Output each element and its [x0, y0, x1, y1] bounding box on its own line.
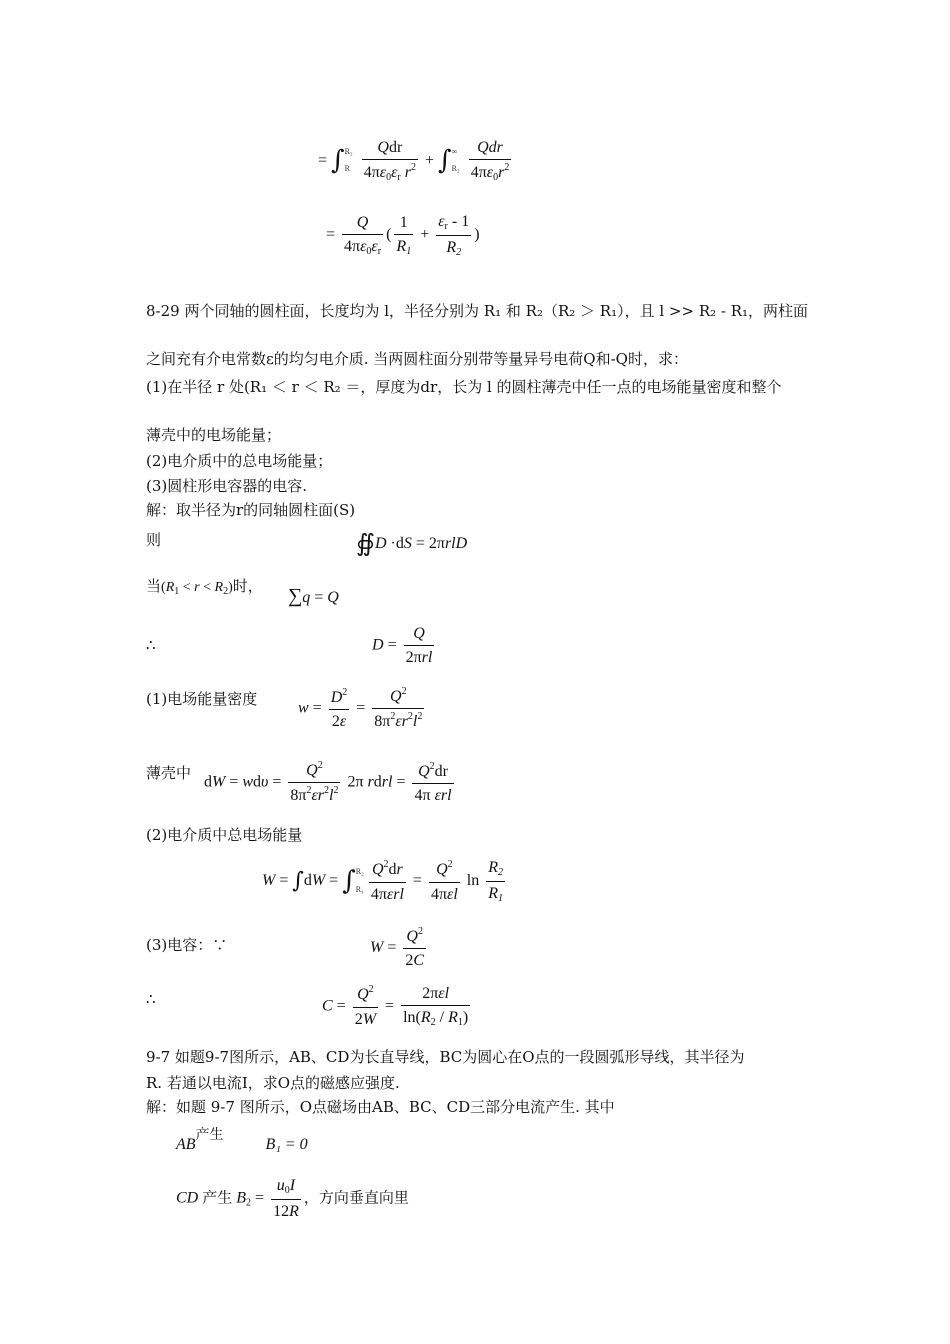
cd-label: CD	[176, 1189, 199, 1207]
equation-result: = $\frac{Q}{4\pi\varepsilon_0\varepsilon_r}$ ( $\frac{1}{R_1}$ + $\frac{\varepsilon_r - 1}{R_2}$ )	[326, 213, 480, 258]
ab-label: AB	[176, 1136, 196, 1153]
when-suffix: 时，	[232, 577, 263, 595]
energy-density-label: (1)电场能量密度	[146, 690, 258, 708]
problem-97-line1: 9-7 如题9-7图所示，AB、CD为长直导线，BC为圆心在O点的一段圆弧形导线，其半径为	[146, 1048, 745, 1066]
equation-w: w = $\frac{D^2}{2\varepsilon}$ = $\frac{Q^2}{8\pi^2\varepsilon r^2l^2}$	[298, 686, 423, 731]
cd-line: CD 产生 $B_2$ = $\frac{u_0I}{12R}$ ，方向垂直向里	[176, 1177, 409, 1220]
question-1: (1)在半径 r 处(R₁ ＜ r ＜ R₂ ＝，厚度为dr，长为 l 的圆柱薄壳中任一点的电场能量密度和整个	[146, 378, 782, 396]
equation-dW: dW = wdυ = $\frac{Q^2}{8\pi^2\varepsilon r^2l^2}$ 2π rdrl = $\frac{Q^2dr}{\text{4π εrl}}$	[204, 760, 452, 805]
solution-97: 解：如题 9-7 图所示，O点磁场由AB、BC、CD三部分电流产生. 其中	[146, 1098, 615, 1116]
question-1b: 薄壳中的电场能量；	[146, 426, 282, 444]
then-label: 则	[146, 531, 162, 549]
problem-97-line2: R. 若通以电流I，求O点的磁感应强度.	[146, 1074, 400, 1092]
equation-integral-sum: = ∫R₂ R $\frac{\text{Qdr}}{4\pi\varepsilon_0\varepsilon_r r^2}$ + ∫∞ R₂ $\frac{\text{Qdr}}{4\pi\varepsilon_0r^2}$	[318, 139, 510, 184]
when-text: 当	[146, 577, 162, 595]
total-energy-label: (2)电介质中总电场能量	[146, 826, 303, 844]
equation-charge-sum: ∑q = Q	[288, 585, 339, 607]
therefore-1: ∴	[146, 636, 156, 654]
equation-D: D = $\frac{Q}{\text{2πrl}}$	[372, 625, 433, 667]
b1-equation: B₁ = 0	[265, 1136, 308, 1153]
question-2: (2)电介质中的总电场能量；	[146, 452, 333, 470]
shell-label: 薄壳中	[146, 764, 192, 782]
question-3: (3)圆柱形电容器的电容.	[146, 477, 308, 495]
equation-W: W = ∫dW = ∫R₂ R₁ $\frac{Q^2dr}{\text{4πεrl}}$ = $\frac{Q^2}{\text{4πεl}}$ ln $\frac{R_2}{R_1}$	[262, 859, 504, 904]
when-label: 当$(R_1 < r < R_2)$时，	[146, 577, 263, 597]
ab-generates: 产生	[195, 1128, 224, 1143]
ab-line	[176, 1128, 308, 1154]
cd-direction: ，方向垂直向里	[303, 1190, 409, 1207]
equation-C: C = $\frac{Q^2}{2W}$ = $\frac{\text{2πεl}}{\ln(R_2 / R_1)}$	[322, 984, 469, 1029]
equation-W-C: W = $\frac{Q^2}{2C}$	[370, 926, 425, 970]
problem-829-line1: 8-29 两个同轴的圆柱面，长度均为 l，半径分别为 R₁ 和 R₂（R₂ ＞ R₁），且 l >> R₂ - R₁，两柱面	[146, 302, 809, 320]
capacitance-label: (3)电容：∵	[146, 936, 228, 954]
cd-generates: 产生	[202, 1190, 233, 1207]
solution-intro: 解：取半径为r的同轴圆柱面(S)	[146, 501, 356, 519]
problem-829-line2: 之间充有介电常数ε的均匀电介质. 当两圆柱面分别带等量异号电荷Q和-Q时，求：	[146, 350, 688, 368]
equation-gauss: ∯D ·dS = 2πrlD	[356, 531, 468, 557]
therefore-2: ∴	[146, 990, 156, 1008]
